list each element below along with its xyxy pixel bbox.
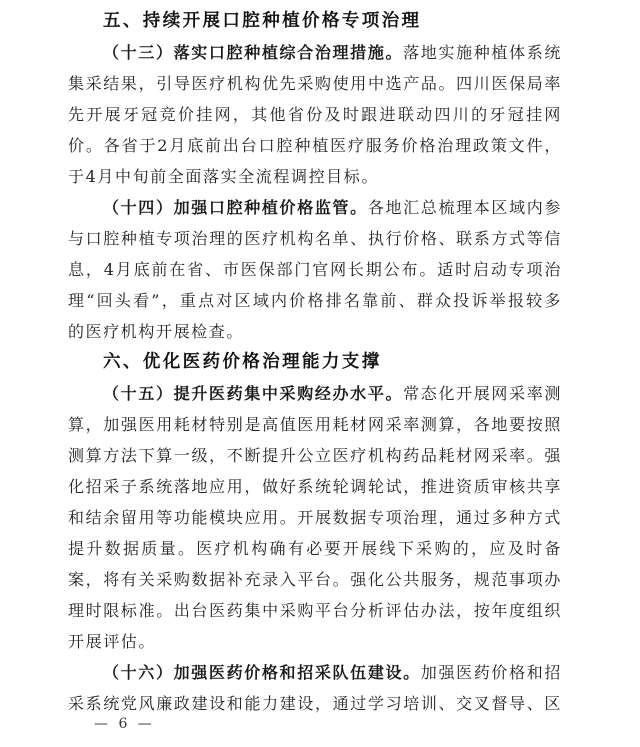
paragraph-lead: （十五）提升医药集中采购经办水平。 — [103, 384, 404, 403]
page-number: — 6 — — [94, 716, 155, 732]
text-line: （十六）加强医药价格和招采队伍建设。加强医药价格和招 — [103, 663, 562, 682]
text-line: 和结余留用等功能模块应用。开展数据专项治理，通过多种方式 — [68, 508, 562, 527]
document-content — [68, 6, 562, 719]
text-line: 开展评估。 — [68, 632, 157, 651]
paragraph-lead: （十三）落实口腔种植综合治理措施。 — [103, 43, 404, 62]
text-line: 测算方法下算一级，不断提升公立医疗机构药品耗材网采率。强 — [68, 446, 562, 465]
text-line: 集采结果，引导医疗机构优先采购使用中选产品。四川医保局率 — [68, 74, 562, 93]
text-line: 理时限标准。出台医药集中采购平台分析评估办法，按年度组织 — [68, 601, 562, 620]
text-line: 息，4月底前在省、市医保部门官网长期公布。适时启动专项治 — [68, 260, 562, 279]
text-line: 先开展牙冠竞价挂网，其他省份及时跟进联动四川的牙冠挂网 — [68, 105, 562, 124]
text-line: 理“回头看”，重点对区域内价格排名靠前、群众投诉举报较多 — [68, 291, 562, 310]
text-line: （十四）加强口腔种植价格监管。各地汇总梳理本区域内参 — [103, 198, 562, 217]
text-line: 于4月中旬前全面落实全流程调控目标。 — [68, 167, 379, 186]
section-heading: 五、持续开展口腔种植价格专项治理 — [103, 11, 422, 31]
text-line: 价。各省于2月底前出台口腔种植医疗服务价格治理政策文件， — [68, 136, 562, 155]
paragraph-lead: （十四）加强口腔种植价格监管。 — [103, 198, 368, 217]
text-line: 算，加强医用耗材特别是高值医用耗材网采率测算，各地要按照 — [68, 415, 562, 434]
text-line: 案，将有关采购数据补充录入平台。强化公共服务，规范事项办 — [68, 570, 562, 589]
text-line: （十三）落实口腔种植综合治理措施。落地实施种植体系统 — [103, 43, 563, 62]
paragraph-lead: （十六）加强医药价格和招采队伍建设。 — [103, 663, 421, 682]
text-line: 提升数据质量。医疗机构确有必要开展线下采购的，应及时备 — [68, 539, 562, 558]
text-line: （十五）提升医药集中采购经办水平。常态化开展网采率测 — [103, 384, 563, 403]
section-heading: 六、优化医药价格治理能力支撑 — [103, 352, 382, 372]
text-line: 的医疗机构开展检查。 — [68, 322, 245, 341]
text-line: 化招采子系统落地应用，做好系统轮调轮试，推进资质审核共享 — [68, 477, 562, 496]
text-line: 与口腔种植专项治理的医疗机构名单、执行价格、联系方式等信 — [68, 229, 562, 248]
text-line: 采系统党风廉政建设和能力建设，通过学习培训、交叉督导、区 — [68, 694, 562, 713]
